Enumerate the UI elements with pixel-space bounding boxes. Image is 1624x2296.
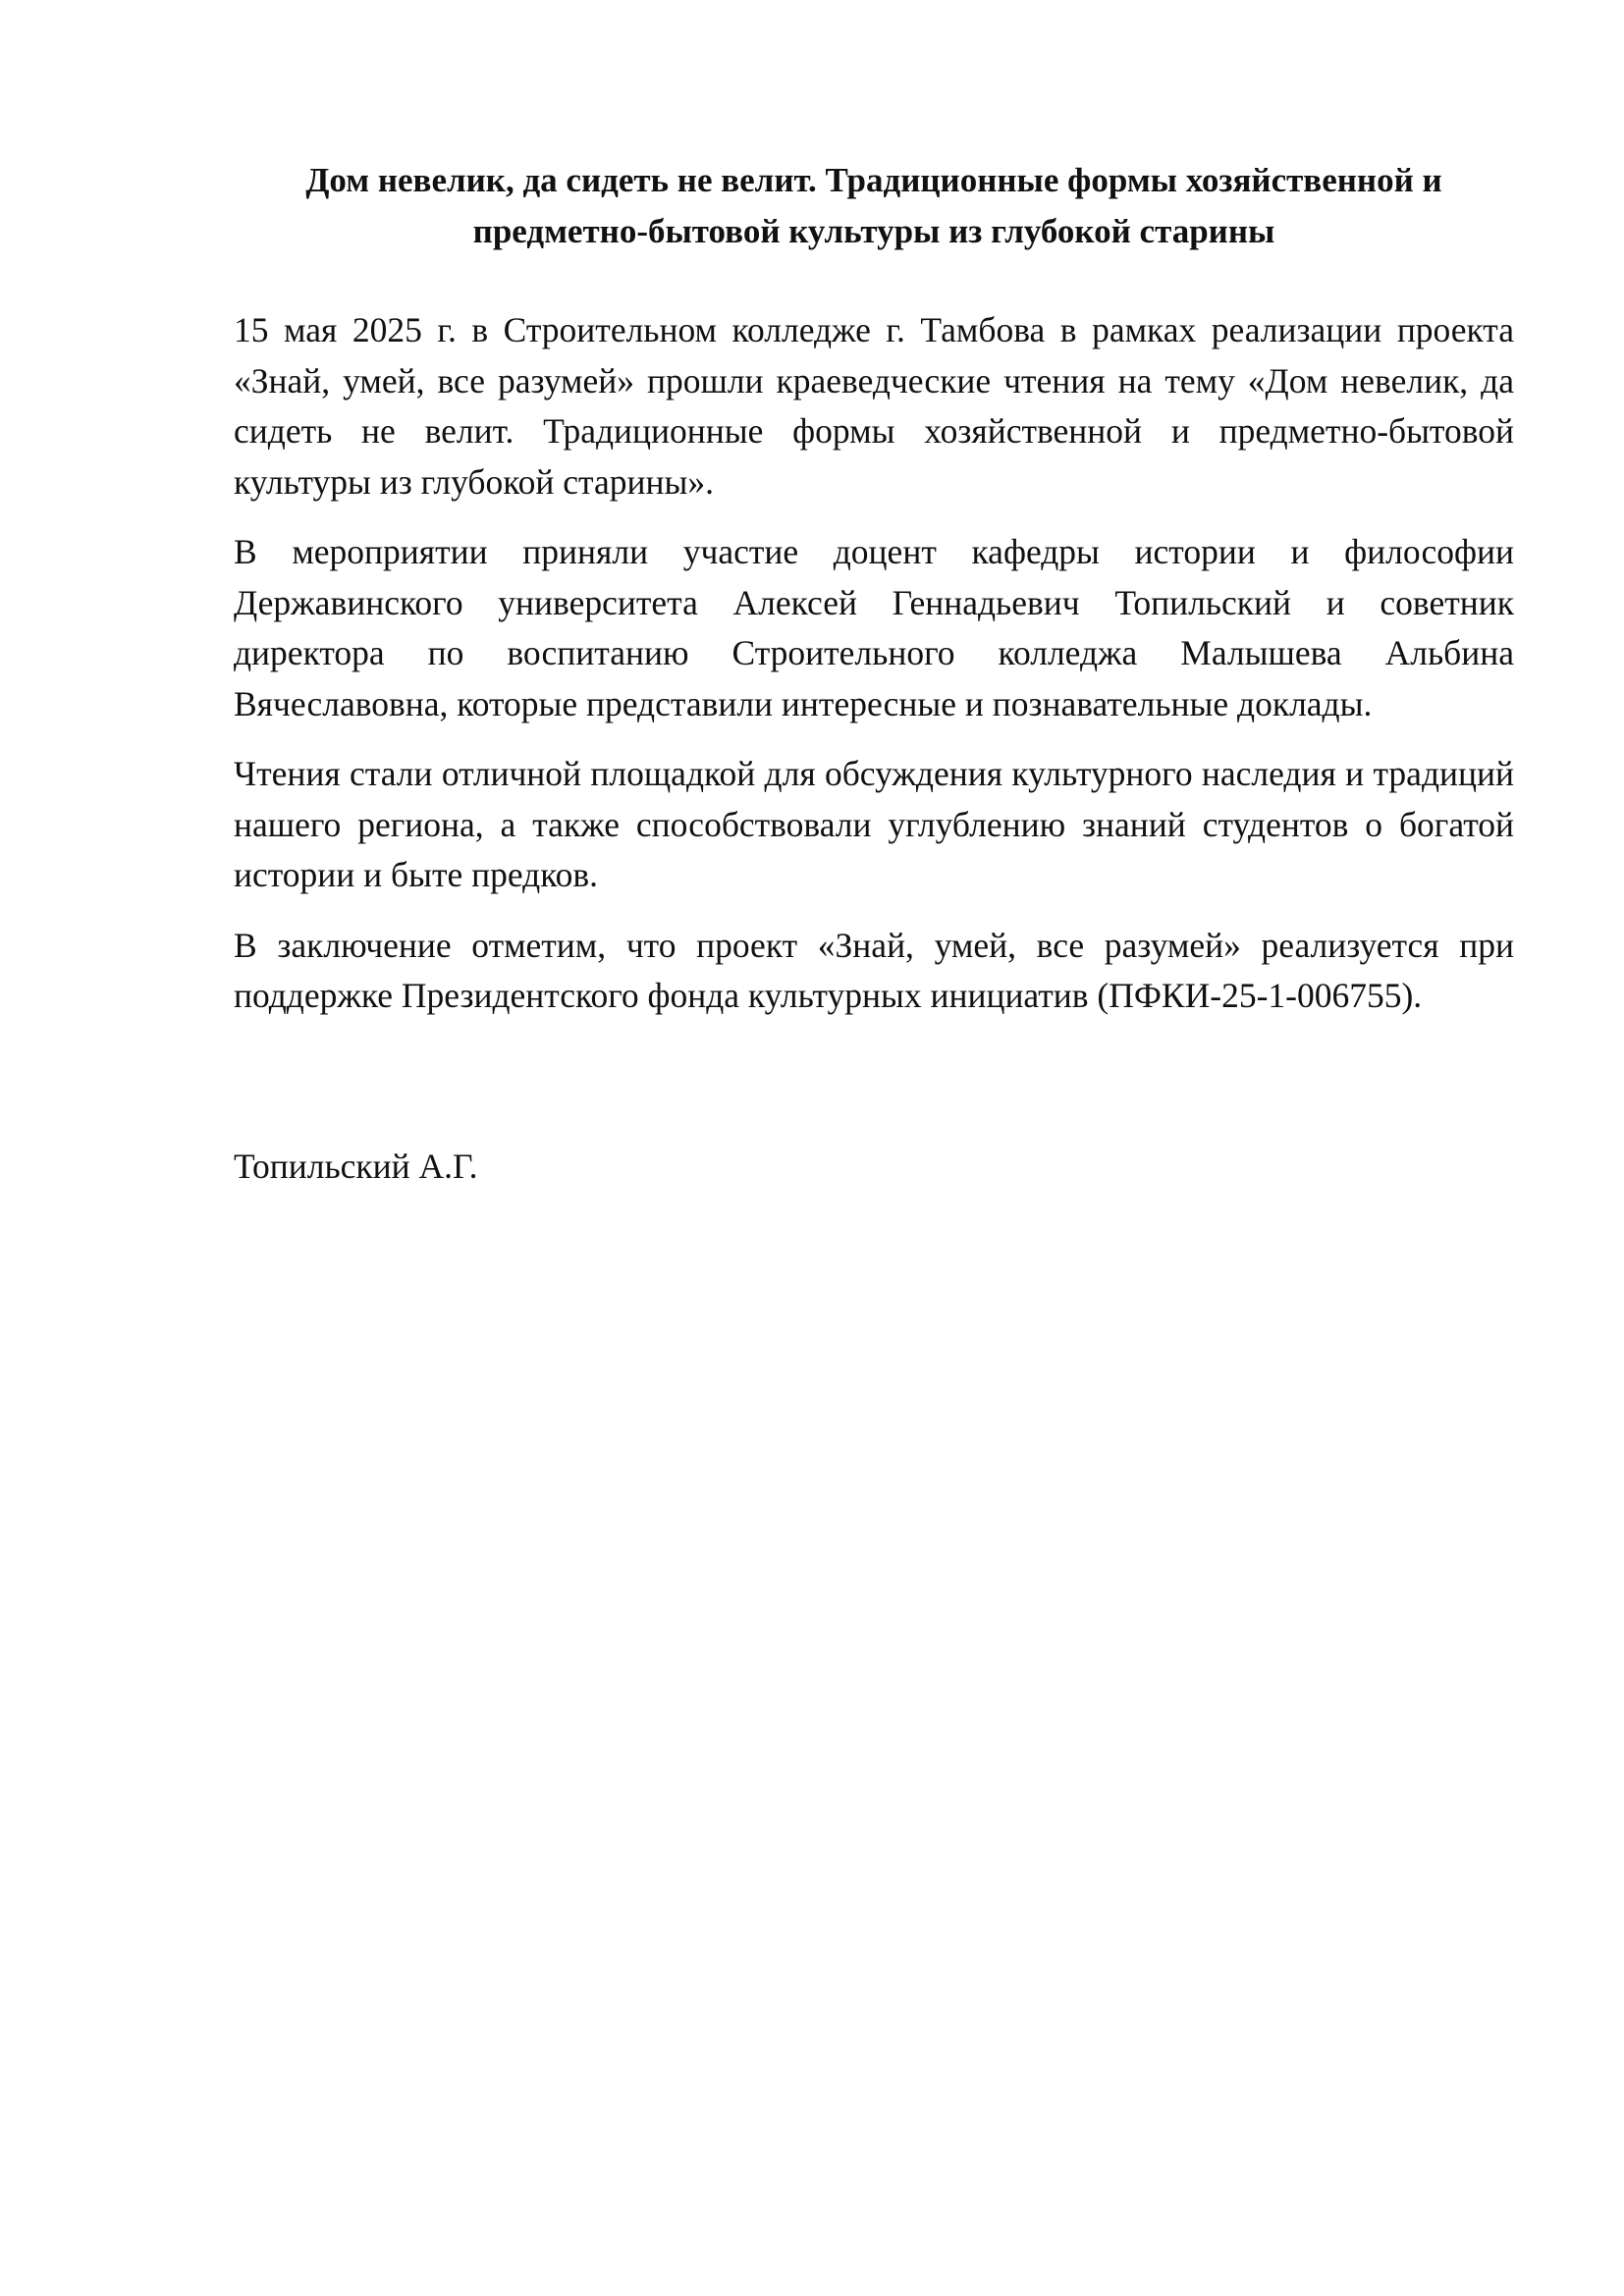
document-title — [234, 155, 1514, 257]
paragraph-participants: В мероприятии приняли участие доцент кафедры истории и философии Державинского университета Алексей Геннадьевич Топильский и советник директора по воспитанию Строительного колледжа Малышева Альбина Вячеславовна, которые представили интересные и познавательные доклады. — [234, 532, 1514, 723]
document-page — [234, 155, 1514, 1192]
title-line-1: Дом невелик, да сидеть не велит. Традиционные формы хозяйственной и — [305, 161, 1442, 199]
paragraph-event-intro: 15 мая 2025 г. в Строительном колледже г. Тамбова в рамках реализации проекта «Знай, умей, все разумей» прошли краеведческие чтения на тему «Дом невелик, да сидеть не велит. Традиционные формы хозяйственной и предметно-бытовой культуры из глубокой старины». — [234, 310, 1514, 502]
author-signature: Топильский А.Г. — [234, 1146, 478, 1186]
paragraph-conclusion: В заключение отметим, что проект «Знай, умей, все разумей» реализуется при поддержке Президентского фонда культурных инициатив (ПФКИ-25-1-006755). — [234, 925, 1514, 1015]
title-line-2: предметно-бытовой культуры из глубокой старины — [472, 212, 1275, 250]
paragraph-discussion: Чтения стали отличной площадкой для обсуждения культурного наследия и традиций нашего региона, а также способствовали углублению знаний студентов о богатой истории и быте предков. — [234, 754, 1514, 894]
